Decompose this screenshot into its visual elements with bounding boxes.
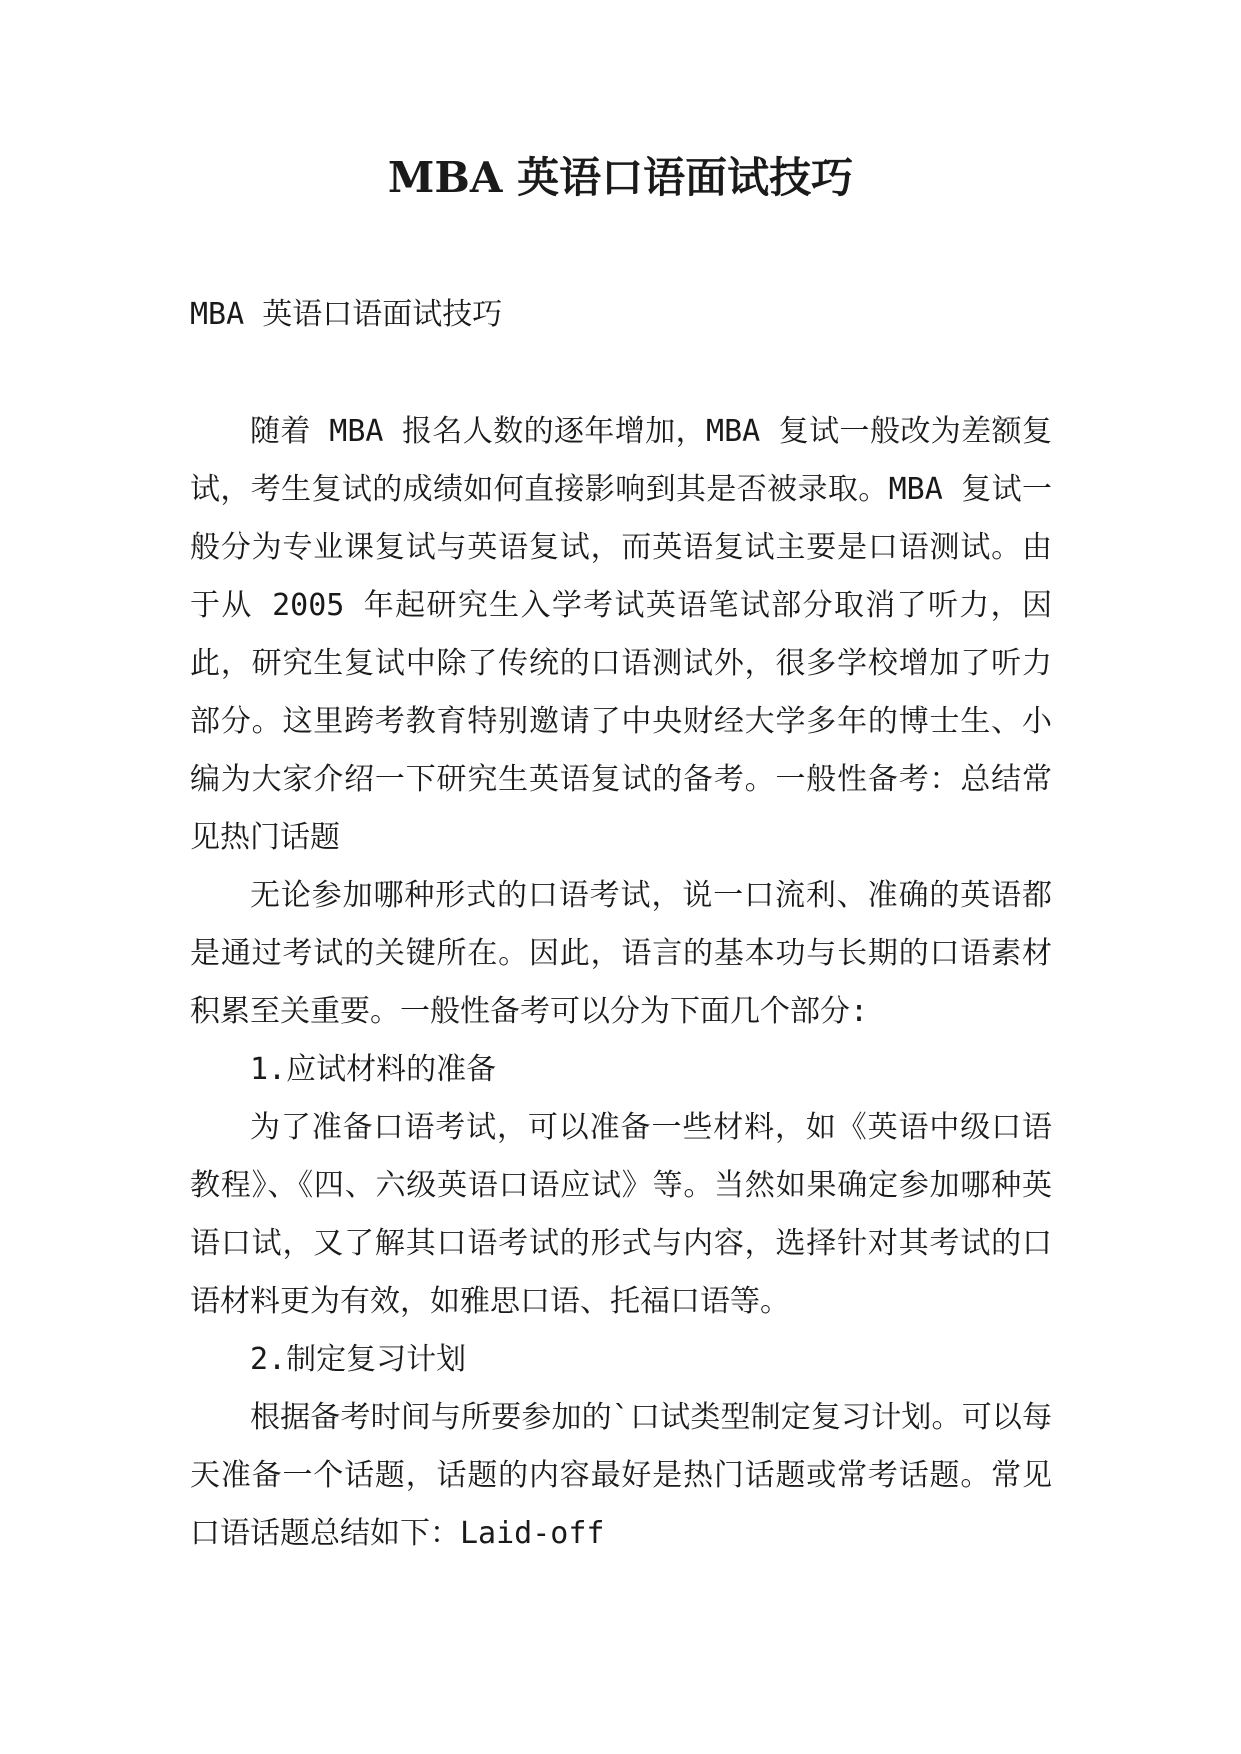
paragraph-general-prep: 无论参加哪种形式的口语考试，说一口流利、准确的英语都是通过考试的关键所在。因此，语言的基本功与长期的口语素材积累至关重要。一般性备考可以分为下面几个部分:: [190, 878, 1052, 1029]
paragraph-intro: 随着 MBA 报名人数的逐年增加，MBA 复试一般改为差额复试，考生复试的成绩如何直接影响到其是否被录取。MBA 复试一般分为专业课复试与英语复试，而英语复试主要是口语测试。由于从 2005 年起研究生入学考试英语笔试部分取消了听力，因此，研究生复试中除了传统的口语测试外，很多学校增加了听力部分。这里跨考教育特别邀请了中央财经大学多年的博士生、小编为大家介绍一下研究生英语复试的备考。一般性备考：总结常见热门话题: [190, 414, 1052, 855]
heading-materials: 1.应试材料的准备: [250, 1052, 497, 1087]
document-body: [190, 403, 1052, 1563]
document-subtitle: MBA 英语口语面试技巧: [190, 297, 503, 332]
heading-study-plan: 2.制定复习计划: [250, 1342, 467, 1377]
document-title: MBA 英语口语面试技巧: [387, 153, 854, 202]
paragraph-materials: 为了准备口语考试，可以准备一些材料，如《英语中级口语教程》、《四、六级英语口语应试》等。当然如果确定参加哪种英语口试，又了解其口语考试的形式与内容，选择针对其考试的口语材料更为有效，如雅思口语、托福口语等。: [190, 1110, 1052, 1319]
paragraph-study-plan: 根据备考时间与所要参加的`口试类型制定复习计划。可以每天准备一个话题，话题的内容最好是热门话题或常考话题。常见口语话题总结如下：Laid-off: [190, 1400, 1052, 1551]
